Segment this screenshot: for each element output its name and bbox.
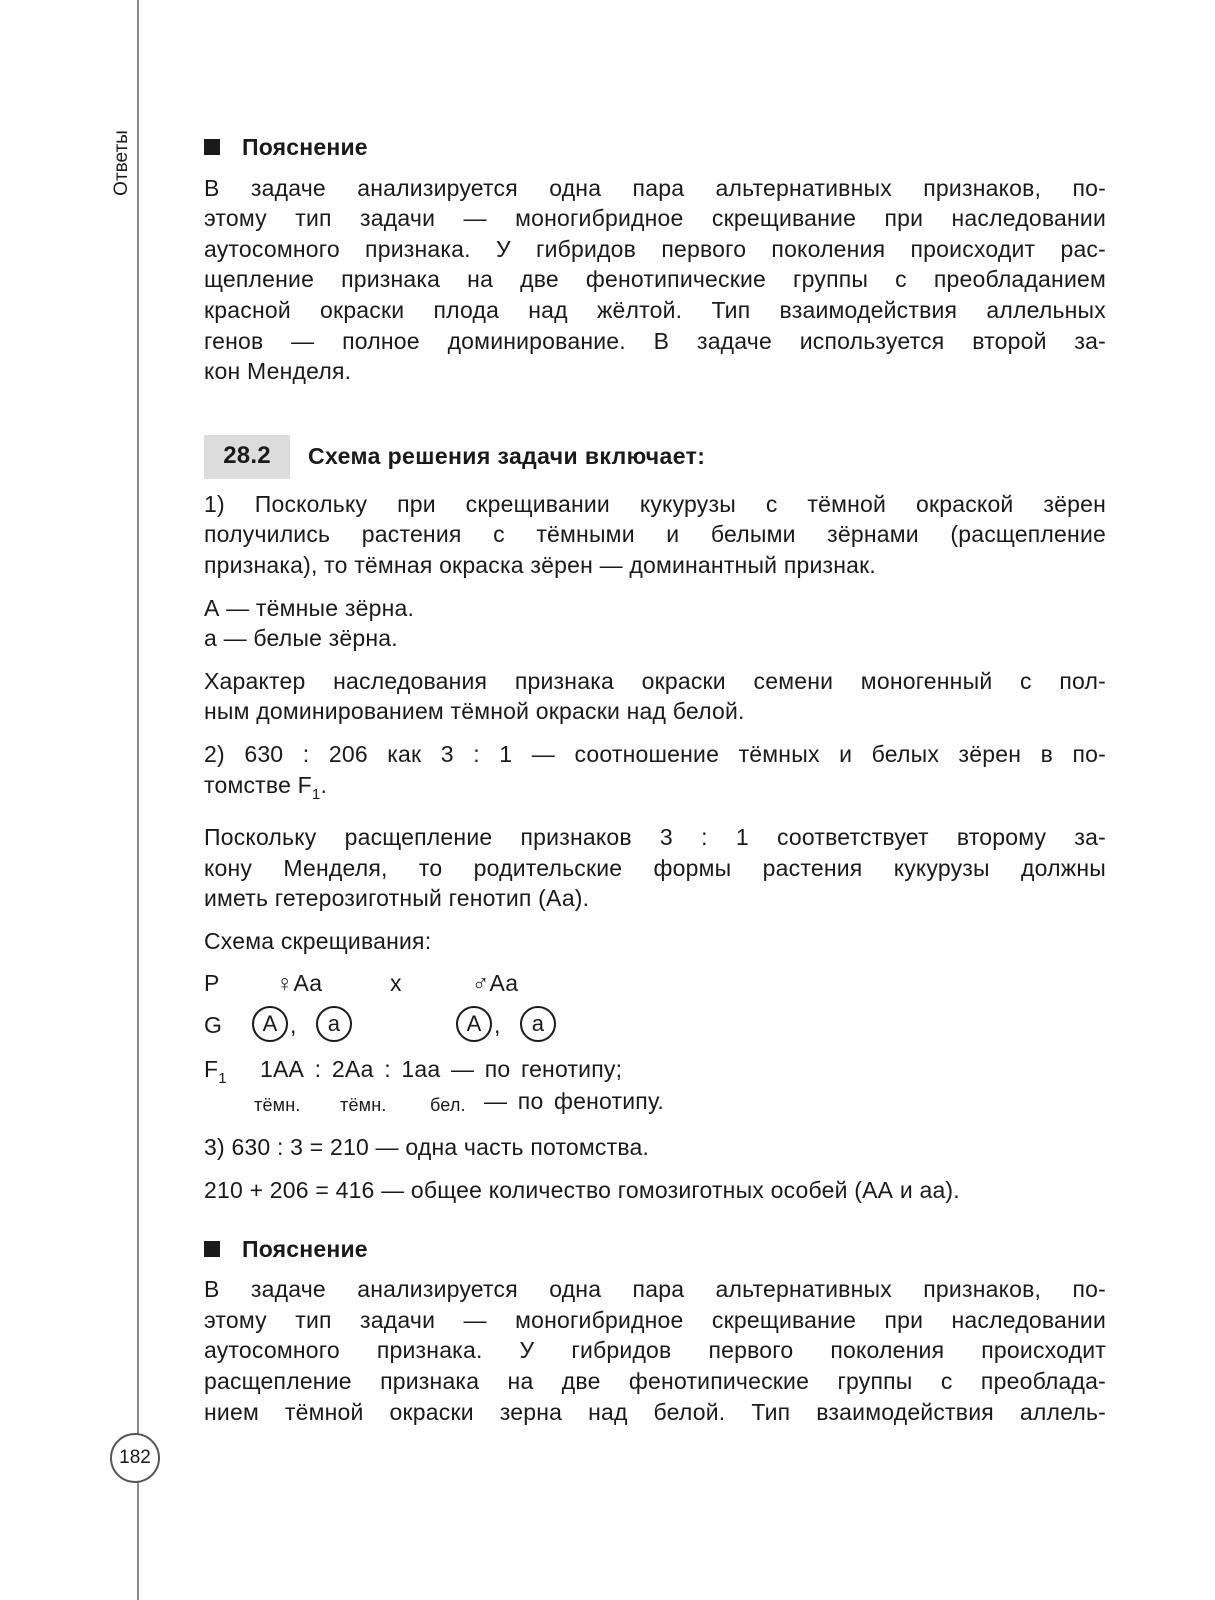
- phenotype-dark-2: тёмн.: [340, 1095, 387, 1116]
- task-header: [204, 435, 1106, 479]
- phenotype-row: [204, 1084, 1106, 1120]
- text-line: аутосомного признака. У гибридов первого поколения происходит рас-: [204, 235, 1106, 262]
- text-line: Поскольку расщепление признаков 3 : 1 соответствует второму за-: [204, 824, 1106, 851]
- text-line: 2) 630 : 206 как 3 : 1 — соотношение тёмных и белых зёрен в по-: [204, 740, 1106, 767]
- task-title: Схема решения задачи включает:: [308, 443, 706, 470]
- text-line: получились растения с тёмными и белыми зёрнами (расщепление: [204, 521, 1106, 548]
- text-line: щепление признака на две фенотипические группы с преобладанием: [204, 266, 1106, 293]
- comma: ,: [290, 1012, 297, 1039]
- gamete-recessive-female: а: [316, 1006, 352, 1042]
- phenotype-white: бел.: [430, 1095, 466, 1116]
- text-line: признака), то тёмная окраска зёрен — доминантный признак.: [204, 551, 877, 578]
- genotype-ratio: 1АА : 2Аа : 1аа — по генотипу;: [260, 1056, 623, 1083]
- allele-recessive: а — белые зёрна.: [204, 625, 398, 652]
- gamete-dominant-male: А: [456, 1006, 492, 1042]
- explanation-text: [204, 173, 1106, 387]
- parents-label: P: [204, 970, 220, 997]
- scheme-title: Схема скрещивания:: [204, 927, 432, 954]
- allele-definitions: [204, 593, 1106, 654]
- paragraph-4: [204, 822, 1106, 914]
- paragraph-1: [204, 489, 1106, 581]
- text-line: В задаче анализируется одна пара альтернативных признаков, по-: [204, 1276, 1106, 1303]
- text-line: генов — полное доминирование. В задаче используется второй за-: [204, 327, 1106, 354]
- gamete-dominant-female: А: [252, 1006, 288, 1042]
- male-parent: ♂Аа: [472, 970, 519, 997]
- text-line: В задаче анализируется одна пара альтернативных признаков, по-: [204, 174, 1106, 201]
- allele-dominant: А — тёмные зёрна.: [204, 594, 415, 621]
- section-label: Ответы: [111, 129, 132, 196]
- text-line: расщепление признака на две фенотипические группы с преоблада-: [204, 1368, 1106, 1395]
- female-parent: ♀Аа: [276, 970, 323, 997]
- text-line: ным доминированием тёмной окраски над белой.: [204, 698, 745, 725]
- text-line: нием тёмной окраски зерна над белой. Тип взаимодействия аллель-: [204, 1398, 1106, 1425]
- cross-sign: х: [390, 970, 402, 997]
- task-number: 28.2: [204, 435, 290, 479]
- text-line: кону Менделя, то родительские формы растения кукурузы должны: [204, 854, 1106, 881]
- offspring-row: [204, 1050, 1106, 1088]
- text-line: красной окраски плода над жёлтой. Тип взаимодействия аллельных: [204, 296, 1106, 323]
- parents-row: [204, 962, 1106, 1006]
- text-line: томстве $F_1$.: [204, 771, 328, 803]
- cross-scheme: [204, 962, 1106, 1120]
- bullet-square-icon: [204, 139, 220, 155]
- explanation-text-2: [204, 1274, 1106, 1427]
- gametes-label: G: [204, 1012, 223, 1039]
- phenotype-dark-1: тёмн.: [254, 1095, 301, 1116]
- text-line: этому тип задачи — моногибридное скрещивание при наследовании: [204, 1306, 1106, 1333]
- paragraph-2: [204, 666, 1106, 727]
- text-line: Характер наследования признака окраски семени моногенный с пол-: [204, 667, 1106, 694]
- paragraph-3: [204, 739, 1106, 810]
- paragraph-6: 210 + 206 = 416 — общее количество гомозиготных особей (АА и аа).: [204, 1177, 960, 1204]
- text-line: иметь гетерозиготный генотип (Аа).: [204, 885, 590, 912]
- margin-rule: [137, 0, 139, 1600]
- text-line: этому тип задачи — моногибридное скрещивание при наследовании: [204, 205, 1106, 232]
- page-number: 182: [110, 1433, 160, 1483]
- gametes-row: [204, 1006, 1106, 1050]
- page-content: [204, 132, 1106, 1427]
- text-line: 1) Поскольку при скрещивании кукурузы с тёмной окраской зёрен: [204, 490, 1106, 517]
- text-line: аутосомного признака. У гибридов первого поколения происходит: [204, 1337, 1106, 1364]
- offspring-label: $F_1$: [204, 1056, 227, 1088]
- explanation-heading: Пояснение: [204, 132, 1106, 163]
- phenotype-label: — по фенотипу.: [484, 1088, 664, 1115]
- paragraph-5: 3) 630 : 3 = 210 — одна часть потомства.: [204, 1134, 650, 1161]
- gamete-recessive-male: а: [520, 1006, 556, 1042]
- explanation-heading-2: Пояснение: [204, 1234, 1106, 1265]
- text-line: кон Менделя.: [204, 358, 352, 385]
- comma: ,: [494, 1012, 501, 1039]
- bullet-square-icon: [204, 1241, 220, 1257]
